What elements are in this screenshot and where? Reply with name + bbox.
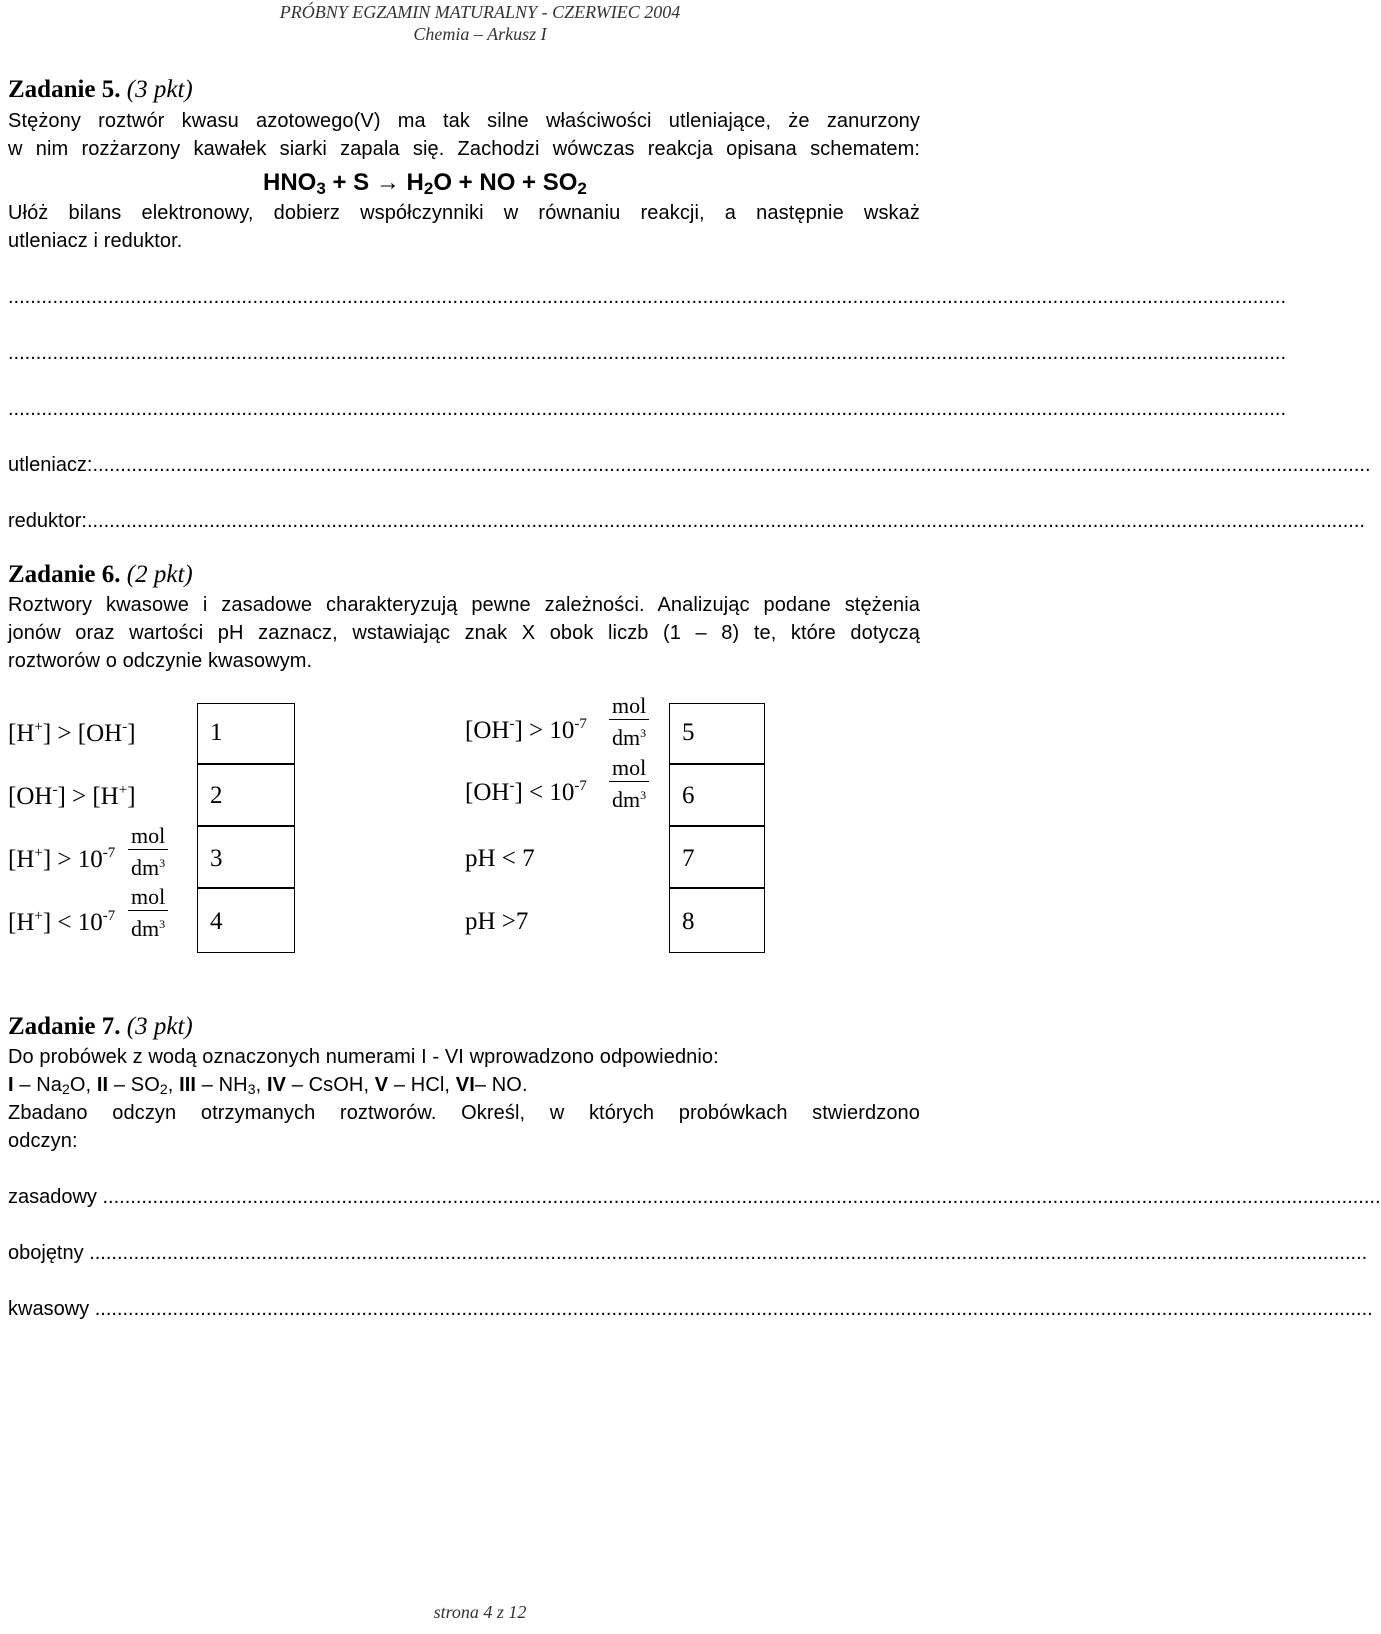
- unit-mol-per-dm3-3: mol $dm^3$: [128, 823, 168, 881]
- number-3: 3: [210, 845, 223, 872]
- condition-5: $[OH^-] > 10^{-7}$: [465, 716, 587, 744]
- basic-answer-dots[interactable]: ......................................................................................................................................................................................................................................: [102, 1186, 1381, 1208]
- task7-text-line1: Do probówek z wodą oznaczonych numerami I - VI wprowadzono odpowiednio:: [8, 1046, 719, 1068]
- number-8: 8: [682, 908, 695, 935]
- neutral-answer-dots[interactable]: ......................................................................................................................................................................................................................................: [89, 1242, 1368, 1264]
- number-5: 5: [682, 719, 695, 746]
- task7-tubes-list: I – $Na_2O$, II – $SO_2$, III – $NH_3$, IV – CsOH, V – HCl, VI– NO.: [8, 1074, 528, 1097]
- task5-equation: $HNO_3 + S \to H_2O$ + NO + $SO_2$: [263, 169, 587, 198]
- task6-title: [8, 561, 193, 589]
- condition-3: $[H^+] > 10^{-7}$: [8, 845, 116, 873]
- condition-6: $[OH^-] < 10^{-7}$: [465, 778, 587, 806]
- task5-points: (3 pkt): [126, 76, 193, 103]
- unit-mol-per-dm3-5: mol $dm^3$: [609, 693, 649, 751]
- header-exam-title: PRÓBNY EGZAMIN MATURALNY - CZERWIEC 2004: [279, 2, 681, 22]
- header-subject: Chemia – Arkusz I: [413, 24, 547, 44]
- condition-7: pH < 7: [465, 845, 535, 872]
- neutral-label: obojętny: [8, 1242, 84, 1264]
- task5-title: [8, 76, 193, 104]
- page-number: strona 4 z 12: [433, 1602, 527, 1622]
- task7-basic-field[interactable]: [8, 1186, 1381, 1209]
- task5-instruction-line1: Ułóż bilans elektronowy, dobierz współczynniki w równaniu reakcji, a następnie wskaż: [8, 202, 920, 224]
- number-6: 6: [682, 782, 695, 809]
- oxidizer-label: utleniacz:: [8, 454, 93, 476]
- acidic-label: kwasowy: [8, 1298, 90, 1320]
- unit-mol-per-dm3-4: mol $dm^3$: [128, 884, 168, 942]
- condition-2: [OH-] > [H+]: [8, 782, 136, 810]
- task5-answer-line-3[interactable]: ......................................................................................................................................................................................................................................: [8, 398, 1287, 420]
- task6-label: Zadanie 6.: [8, 561, 121, 588]
- reducer-label: reduktor:: [8, 510, 87, 532]
- task6-text-line1: Roztwory kwasowe i zasadowe charakteryzują pewne zależności. Analizując podane stężenia: [8, 594, 920, 616]
- condition-1: [H+] > [OH-]: [8, 719, 136, 747]
- task7-text-line4: odczyn:: [8, 1130, 78, 1152]
- unit-mol-per-dm3-6: mol $dm^3$: [609, 755, 649, 813]
- task5-reducer-field[interactable]: [8, 510, 1365, 533]
- reducer-answer-dots[interactable]: ......................................................................................................................................................................................................................................: [86, 510, 1365, 532]
- task7-label: Zadanie 7.: [8, 1013, 121, 1040]
- task5-answer-line-1[interactable]: ......................................................................................................................................................................................................................................: [8, 286, 1287, 308]
- task5-text-line1: Stężony roztwór kwasu azotowego(V) ma tak silne właściwości utleniające, że zanurzony: [8, 110, 920, 132]
- task5-text-line2: w nim rozżarzony kawałek siarki zapala się. Zachodzi wówczas reakcja opisana schematem:: [8, 138, 920, 160]
- task6-points: (2 pkt): [126, 561, 193, 588]
- task7-title: [8, 1013, 193, 1041]
- task5-oxidizer-field[interactable]: [8, 454, 1371, 477]
- oxidizer-answer-dots[interactable]: ......................................................................................................................................................................................................................................: [92, 454, 1371, 476]
- number-7: 7: [682, 845, 695, 872]
- task6-text-line2: jonów oraz wartości pH zaznacz, wstawiając znak X obok liczb (1 – 8) te, które dotyczą: [8, 622, 920, 644]
- task7-acidic-field[interactable]: [8, 1298, 1373, 1321]
- condition-4: $[H^+] < 10^{-7}$: [8, 908, 116, 936]
- reaction-arrow-icon: →: [375, 169, 400, 196]
- number-4: 4: [210, 908, 223, 935]
- acidic-answer-dots[interactable]: ......................................................................................................................................................................................................................................: [94, 1298, 1373, 1320]
- task5-answer-line-2[interactable]: ......................................................................................................................................................................................................................................: [8, 342, 1287, 364]
- number-2: 2: [210, 782, 223, 809]
- condition-8: pH >7: [465, 908, 529, 935]
- task7-points: (3 pkt): [126, 1013, 193, 1040]
- task7-neutral-field[interactable]: [8, 1242, 1368, 1265]
- task5-label: Zadanie 5.: [8, 76, 121, 103]
- number-1: 1: [210, 719, 223, 746]
- task6-text-line3: roztworów o odczynie kwasowym.: [8, 650, 313, 672]
- task7-text-line3: Zbadano odczyn otrzymanych roztworów. Określ, w których probówkach stwierdzono: [8, 1102, 920, 1124]
- task5-instruction-line2: utleniacz i reduktor.: [8, 230, 183, 252]
- basic-label: zasadowy: [8, 1186, 97, 1208]
